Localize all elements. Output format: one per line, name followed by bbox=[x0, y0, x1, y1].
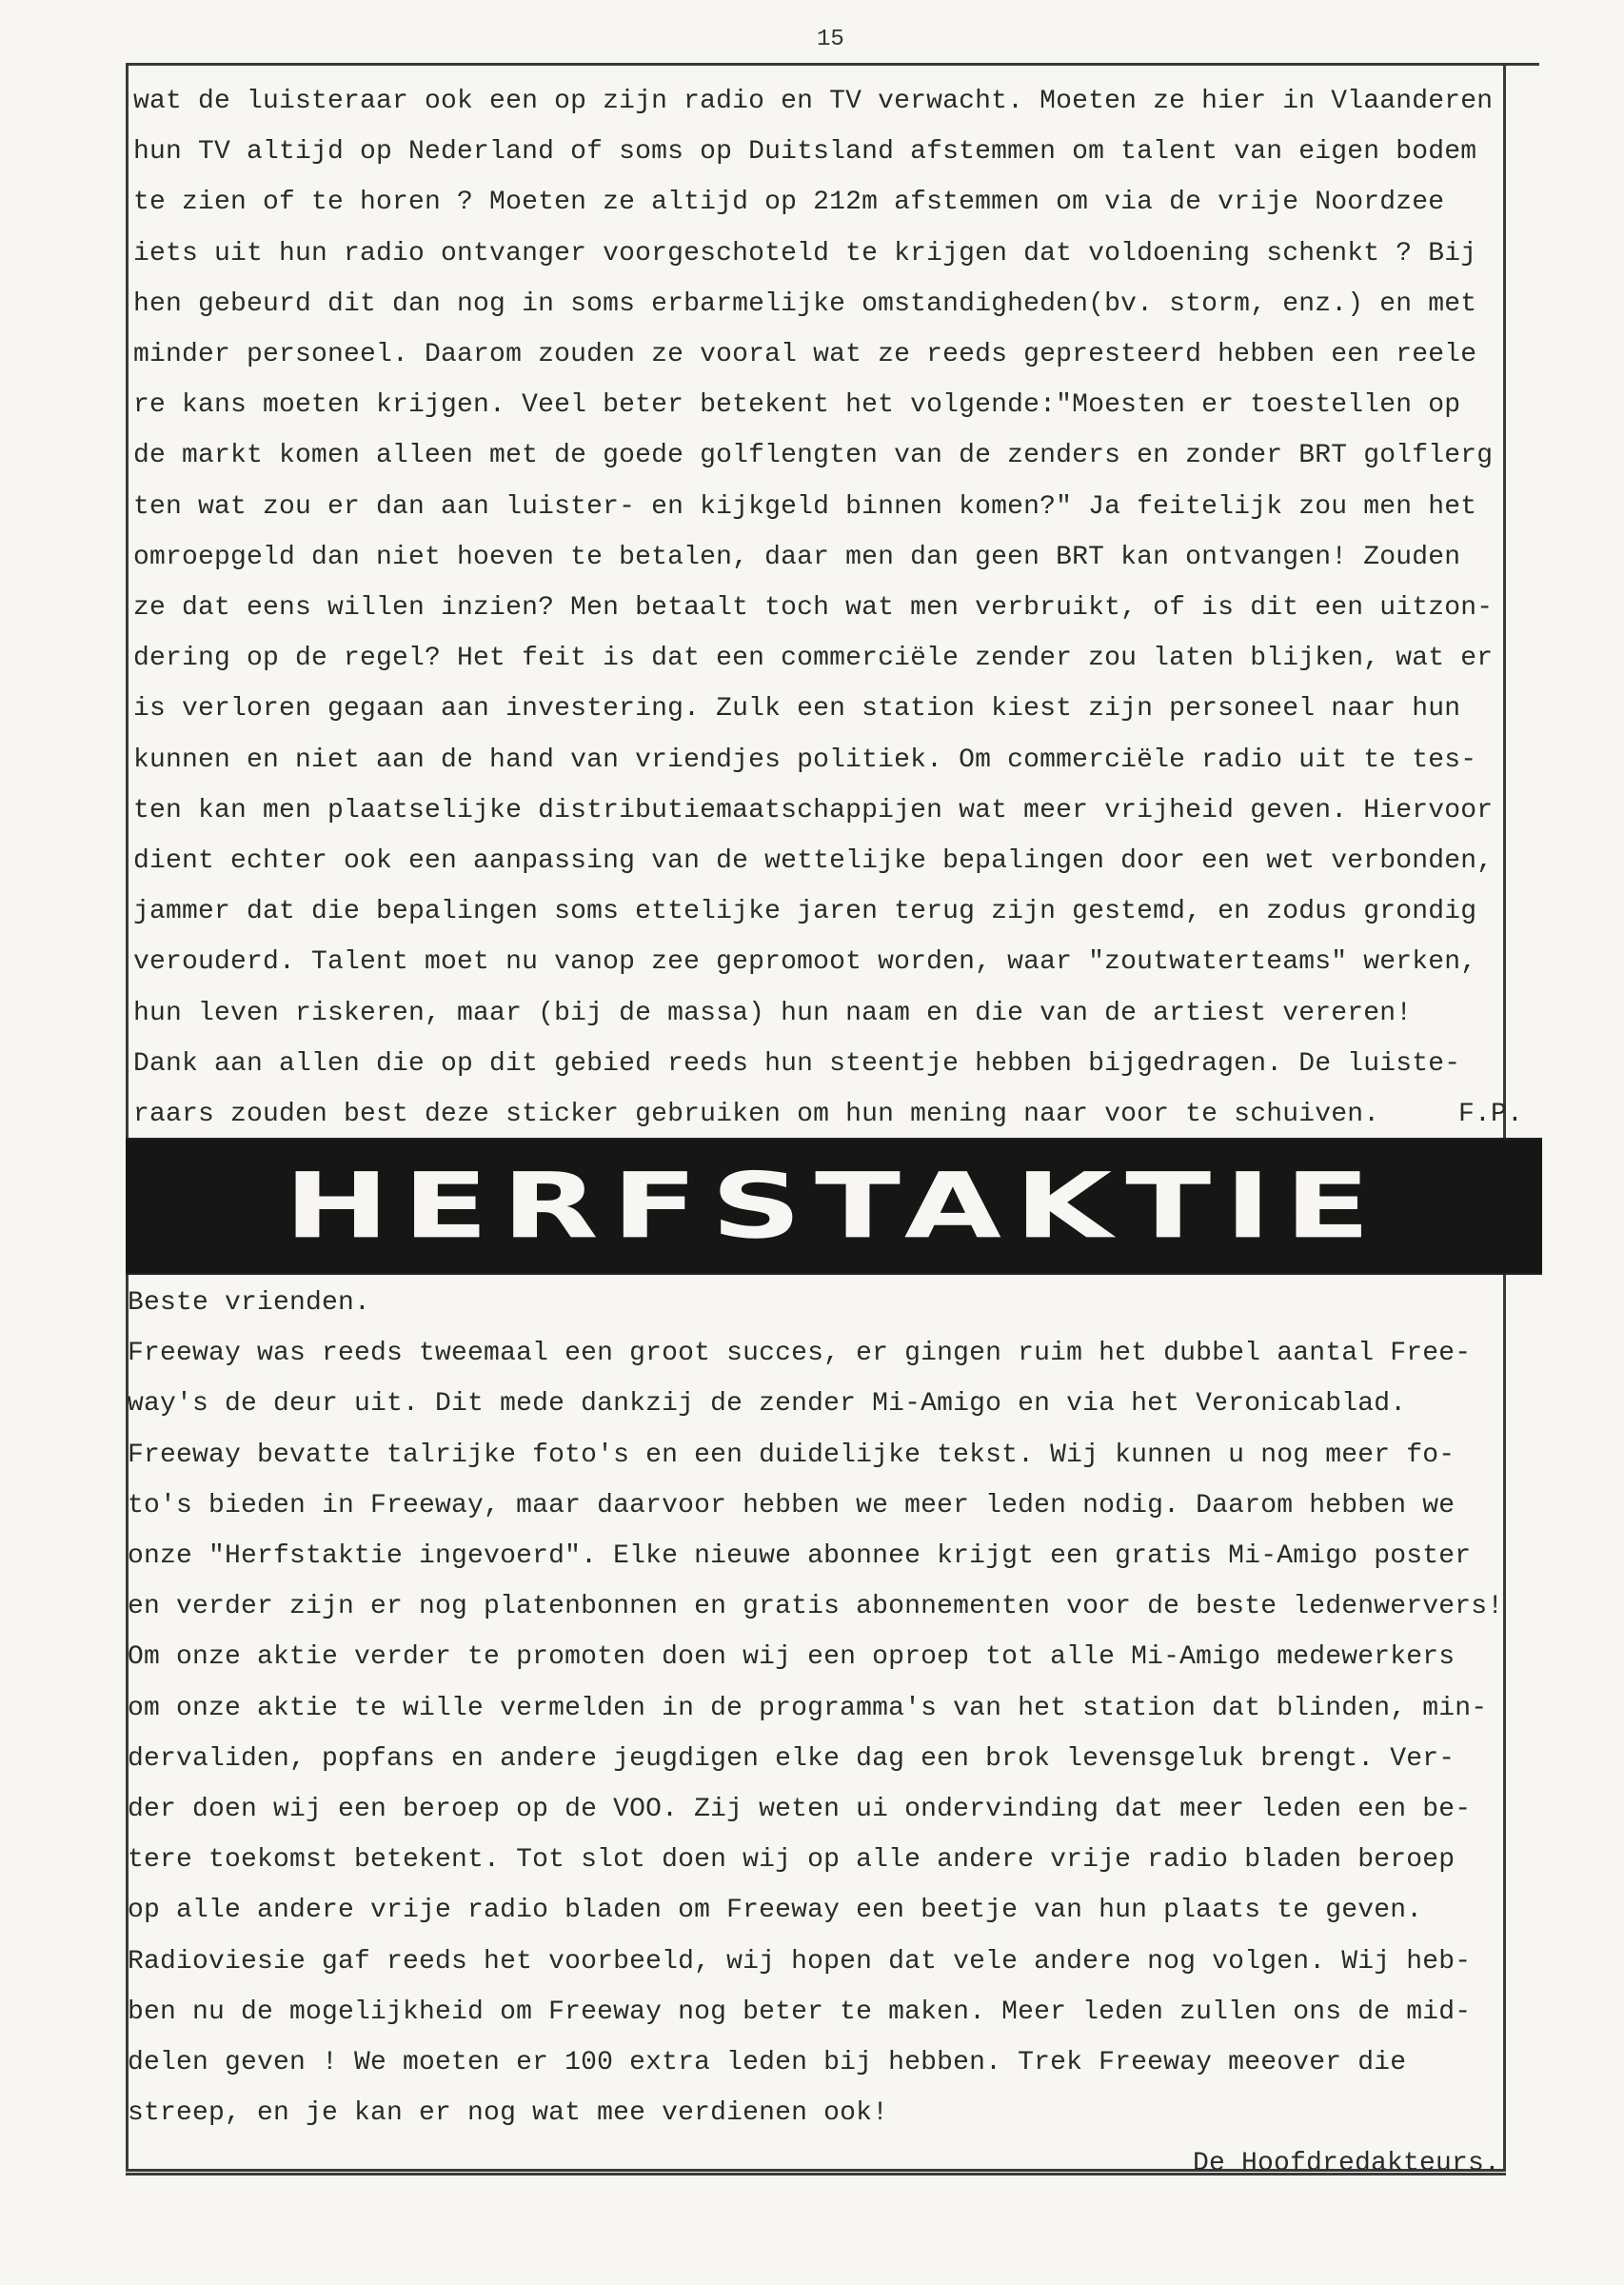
article-line: onze "Herfstaktie ingevoerd". Elke nieuwe abonnee krijgt een gratis Mi-Amigo poster bbox=[128, 1541, 1472, 1572]
article-line: jammer dat die bepalingen soms ettelijke jaren terug zijn gestemd, en zodus grondig bbox=[133, 897, 1477, 927]
article-line: Om onze aktie verder te promoten doen wij een oproep tot alle Mi-Amigo medewerkers bbox=[128, 1642, 1456, 1673]
article-line: streep, en je kan er nog wat mee verdienen ook! bbox=[128, 2098, 889, 2129]
article-line: tere toekomst betekent. Tot slot doen wij op alle andere vrije radio bladen beroep bbox=[128, 1845, 1456, 1876]
article-line: ze dat eens willen inzien? Men betaalt toch wat men verbruikt, of is dit een uitzon- bbox=[133, 593, 1494, 624]
article-line: de markt komen alleen met de goede golflengten van de zenders en zonder BRT golflerg bbox=[133, 441, 1494, 471]
article-line: om onze aktie te wille vermelden in de programma's van het station dat blinden, min- bbox=[128, 1693, 1488, 1723]
article-line: omroepgeld dan niet hoeven te betalen, daar men dan geen BRT kan ontvangen! Zouden bbox=[133, 542, 1461, 572]
article-line: Dank aan allen die op dit gebied reeds hun steentje hebben bijgedragen. De luiste- bbox=[133, 1048, 1461, 1079]
article-line: en verder zijn er nog platenbonnen en gratis abonnementen voor de beste ledenwervers! bbox=[128, 1592, 1504, 1622]
article-line: Beste vrienden. bbox=[128, 1288, 371, 1318]
page-number: 15 bbox=[817, 27, 844, 52]
article-line: kunnen en niet aan de hand van vriendjes politiek. Om commerciële radio uit te tes- bbox=[133, 745, 1477, 775]
article-line: dient echter ook een aanpassing van de wettelijke bepalingen door een wet verbonden, bbox=[133, 846, 1494, 877]
article-line: raars zouden best deze sticker gebruiken om hun mening naar voor te schuiven. bbox=[133, 1100, 1380, 1130]
article-line: iets uit hun radio ontvanger voorgeschoteld te krijgen dat voldoening schenkt ? Bij bbox=[133, 238, 1477, 268]
article-line: hun TV altijd op Nederland of soms op Duitsland afstemmen om talent van eigen bodem bbox=[133, 137, 1477, 168]
article-line: hen gebeurd dit dan nog in soms erbarmelijke omstandigheden(bv. storm, enz.) en met bbox=[133, 288, 1477, 319]
bottom-article bbox=[128, 1278, 1527, 2190]
article-line: ten wat zou er dan aan luister- en kijkgeld binnen komen?" Ja feitelijk zou men het bbox=[133, 491, 1477, 522]
article-line: Freeway was reeds tweemaal een groot succes, er gingen ruim het dubbel aantal Free- bbox=[128, 1339, 1472, 1369]
article-line: der doen wij een beroep op de VOO. Zij weten ui ondervinding dat meer leden een be- bbox=[128, 1795, 1472, 1825]
herfstaktie-banner bbox=[126, 1138, 1542, 1275]
article-line: hun leven riskeren, maar (bij de massa) hun naam en die van de artiest vereren! bbox=[133, 998, 1413, 1028]
article-line: ben nu de mogelijkheid om Freeway nog beter te maken. Meer leden zullen ons de mid- bbox=[128, 1997, 1472, 2027]
article-line: Freeway bevatte talrijke foto's en een duidelijke tekst. Wij kunnen u nog meer fo- bbox=[128, 1440, 1456, 1470]
article-line: dervaliden, popfans en andere jeugdigen elke dag een brok levensgeluk brengt. Ver- bbox=[128, 1743, 1456, 1774]
article-line: op alle andere vrije radio bladen om Freeway een beetje van hun plaats te geven. bbox=[128, 1896, 1423, 1926]
article-line: delen geven ! We moeten er 100 extra leden bij hebben. Trek Freeway meeover die bbox=[128, 2048, 1407, 2078]
article-line: is verloren gegaan aan investering. Zulk een station kiest zijn personeel naar hun bbox=[133, 694, 1461, 725]
article-line: re kans moeten krijgen. Veel beter betekent het volgende:"Moesten er toestellen op bbox=[133, 390, 1461, 421]
article-line: Radioviesie gaf reeds het voorbeeld, wij hopen dat vele andere nog volgen. Wij heb- bbox=[128, 1946, 1472, 1977]
frame-bottom-rule bbox=[126, 2173, 1506, 2176]
article-line: te zien of te horen ? Moeten ze altijd op 212m afstemmen om via de vrije Noordzee bbox=[133, 188, 1445, 218]
closing-signature: De Hoofdredakteurs. bbox=[1192, 2149, 1500, 2179]
author-signature: F.P. bbox=[1457, 1100, 1523, 1130]
article-last-line bbox=[133, 1089, 1523, 1140]
article-line: way's de deur uit. Dit mede dankzij de zender Mi-Amigo en via het Veronicablad. bbox=[128, 1389, 1407, 1420]
article-line: verouderd. Talent moet nu vanop zee gepromoot worden, waar "zoutwaterteams" werken, bbox=[133, 947, 1477, 978]
article-line: ten kan men plaatselijke distributiemaatschappijen wat meer vrijheid geven. Hiervoor bbox=[133, 795, 1494, 825]
banner-title: HERFSTAKTIE bbox=[284, 1153, 1384, 1260]
top-article bbox=[133, 76, 1523, 1140]
article-line: minder personeel. Daarom zouden ze vooral wat ze reeds gepresteerd hebben een reele bbox=[133, 340, 1477, 370]
article-line: wat de luisteraar ook een op zijn radio en TV verwacht. Moeten ze hier in Vlaanderen bbox=[133, 87, 1494, 116]
article-line: dering op de regel? Het feit is dat een commerciële zender zou laten blijken, wat er bbox=[133, 644, 1494, 674]
article-line: to's bieden in Freeway, maar daarvoor hebben we meer leden nodig. Daarom hebben we bbox=[128, 1490, 1456, 1520]
